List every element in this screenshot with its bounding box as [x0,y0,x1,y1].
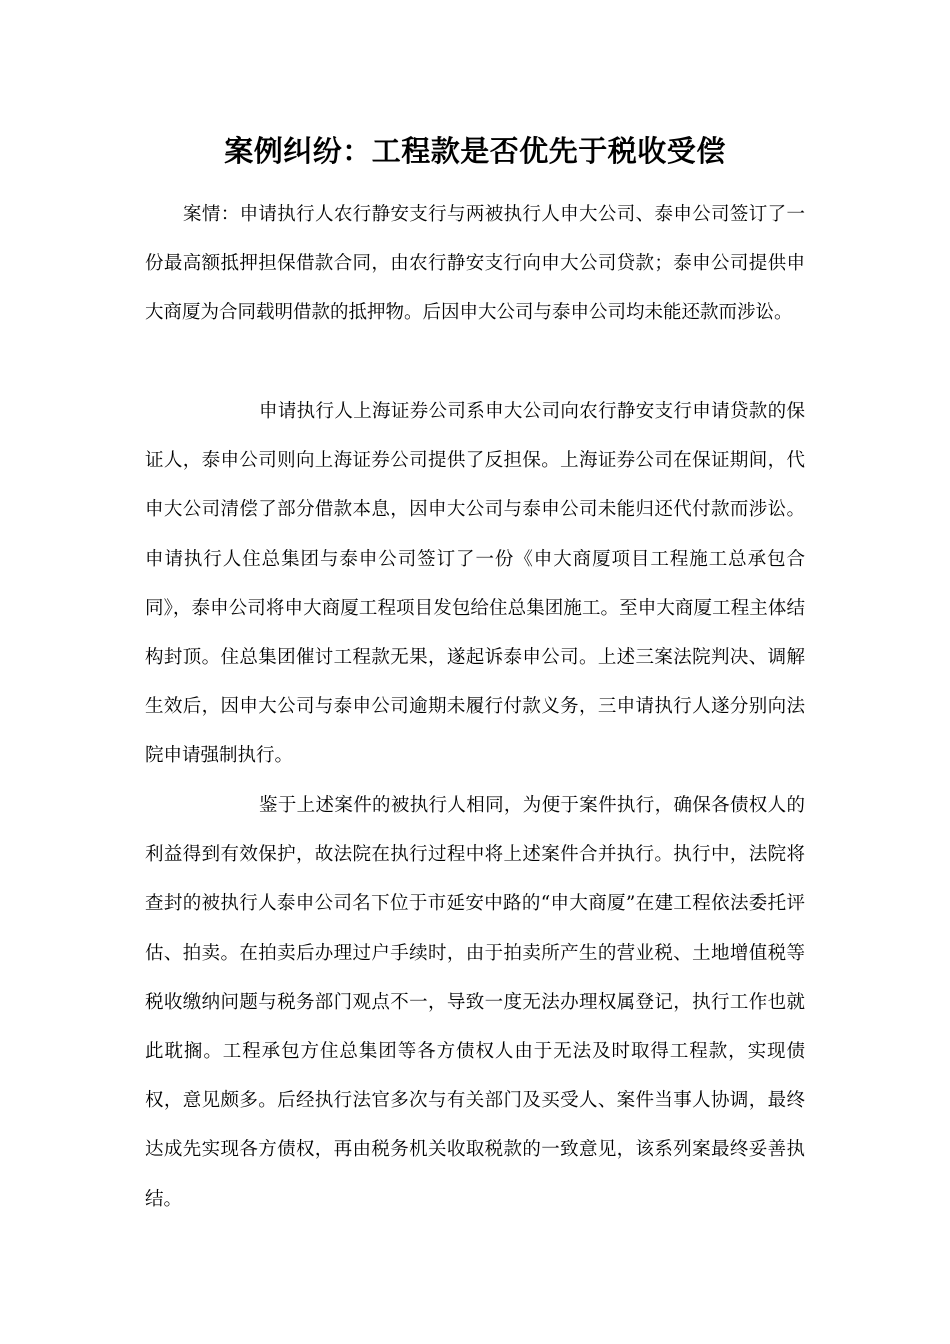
paragraph-case-facts: 案情：申请执行人农行静安支行与两被执行人申大公司、泰申公司签订了一份最高额抵押担保借款合同，由农行静安支行向申大公司贷款；泰申公司提供申大商厦为合同载明借款的抵押物。后因申大公司与泰申公司均未能还款而涉讼。 [145,204,805,324]
paragraph-execution: 鉴于上述案件的被执行人相同，为便于案件执行，确保各债权人的利益得到有效保护，故法院在执行过程中将上述案件合并执行。执行中，法院将查封的被执行人泰申公司名下位于市延安中路的“申大商厦”在建工程依法委托评估、拍卖。在拍卖后办理过户手续时，由于拍卖所产生的营业税、土地增值税等税收缴纳问题与税务部门观点不一，导致一度无法办理权属登记，执行工作也就此耽搁。工程承包方住总集团等各方债权人由于无法及时取得工程款，实现债权，意见颇多。后经执行法官多次与有关部门及买受人、案件当事人协调，最终达成先实现各方债权，再由税务机关收取税款的一致意见，该系列案最终妥善执结。 [145,795,805,1210]
document-title: 案例纠纷：工程款是否优先于税收受偿 [224,134,726,168]
paragraph-guarantee: 申请执行人上海证券公司系申大公司向农行静安支行申请贷款的保证人，泰申公司则向上海证券公司提供了反担保。上海证券公司在保证期间，代申大公司清偿了部分借款本息，因申大公司与泰申公司未能归还代付款而涉讼。申请执行人住总集团与泰申公司签订了一份《申大商厦项目工程施工总承包合同》，泰申公司将申大商厦工程项目发包给住总集团施工。至申大商厦工程主体结构封顶。住总集团催讨工程款无果，遂起诉泰申公司。上述三案法院判决、调解生效后，因申大公司与泰申公司逾期未履行付款义务，三申请执行人遂分别向法院申请强制执行。 [145,401,805,767]
